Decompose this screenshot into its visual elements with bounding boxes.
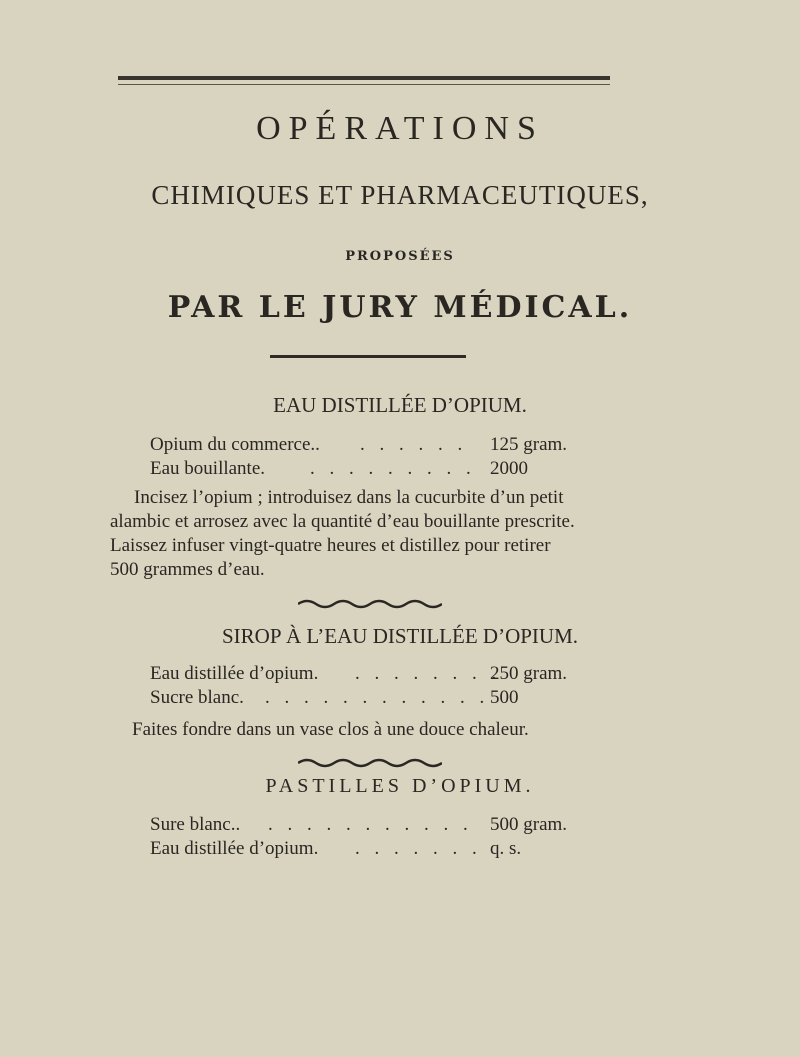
instructions-paragraph — [110, 486, 650, 582]
instructions-paragraph — [132, 718, 672, 742]
ingredient-name: Sure blanc.. — [150, 814, 241, 835]
ornament-divider — [270, 355, 466, 358]
ingredient-qty: 500 gram. — [490, 814, 568, 835]
ingredient-qty: 125 gram. — [490, 434, 568, 455]
instruction-line: 500 grammes d’eau. — [110, 559, 265, 580]
leader-dots: . . . . . . . . . . . . — [265, 687, 490, 708]
ingredient-name: Opium du commerce.. — [150, 434, 320, 455]
top-rule-thin — [118, 84, 610, 85]
instruction-line: Incisez l’opium ; introduisez dans la cucurbite d’un petit — [134, 487, 564, 508]
instruction-line: Laissez infuser vingt-quatre heures et distillez pour retirer — [110, 535, 551, 556]
author-line: PAR LE JURY MÉDICAL. — [167, 290, 633, 325]
wave-ornament — [298, 598, 442, 610]
leader-dots: . . . . . . — [360, 434, 468, 455]
ingredient-qty: 2000 — [490, 458, 528, 479]
instruction-line: alambic et arrosez avec la quantité d’eau bouillante prescrite. — [110, 511, 575, 532]
instruction-line: Faites fondre dans un vase clos à une douce chaleur. — [132, 719, 529, 740]
section-title-eau-distillee: EAU DISTILLÉE D’OPIUM. — [273, 393, 527, 417]
leader-dots: . . . . . . . . . . . — [268, 814, 473, 835]
leader-dots: . . . . . . . . — [355, 663, 502, 684]
proposed-label: PROPOSÉES — [345, 249, 455, 264]
ingredient-qty: q. s. — [490, 838, 522, 859]
ingredient-name: Eau distillée d’opium. — [150, 838, 319, 859]
page-subtitle: CHIMIQUES ET PHARMACEUTIQUES, — [151, 180, 649, 210]
leader-dots: . . . . . . . — [355, 838, 482, 859]
ingredient-name: Eau bouillante. — [150, 458, 266, 479]
top-rule — [118, 76, 610, 80]
ingredient-qty: 500 — [490, 687, 519, 708]
ingredient-name: Eau distillée d’opium. — [150, 663, 319, 684]
ingredient-name: Sucre blanc. — [150, 687, 244, 708]
wave-ornament — [298, 757, 442, 769]
ingredient-qty: 250 gram. — [490, 663, 568, 684]
page-title: OPÉRATIONS — [256, 110, 544, 147]
section-title-pastilles: PASTILLES D’OPIUM. — [265, 775, 535, 797]
leader-dots: . . . . . . . . . — [310, 458, 476, 479]
section-title-sirop: SIROP À L’EAU DISTILLÉE D’OPIUM. — [221, 624, 578, 648]
